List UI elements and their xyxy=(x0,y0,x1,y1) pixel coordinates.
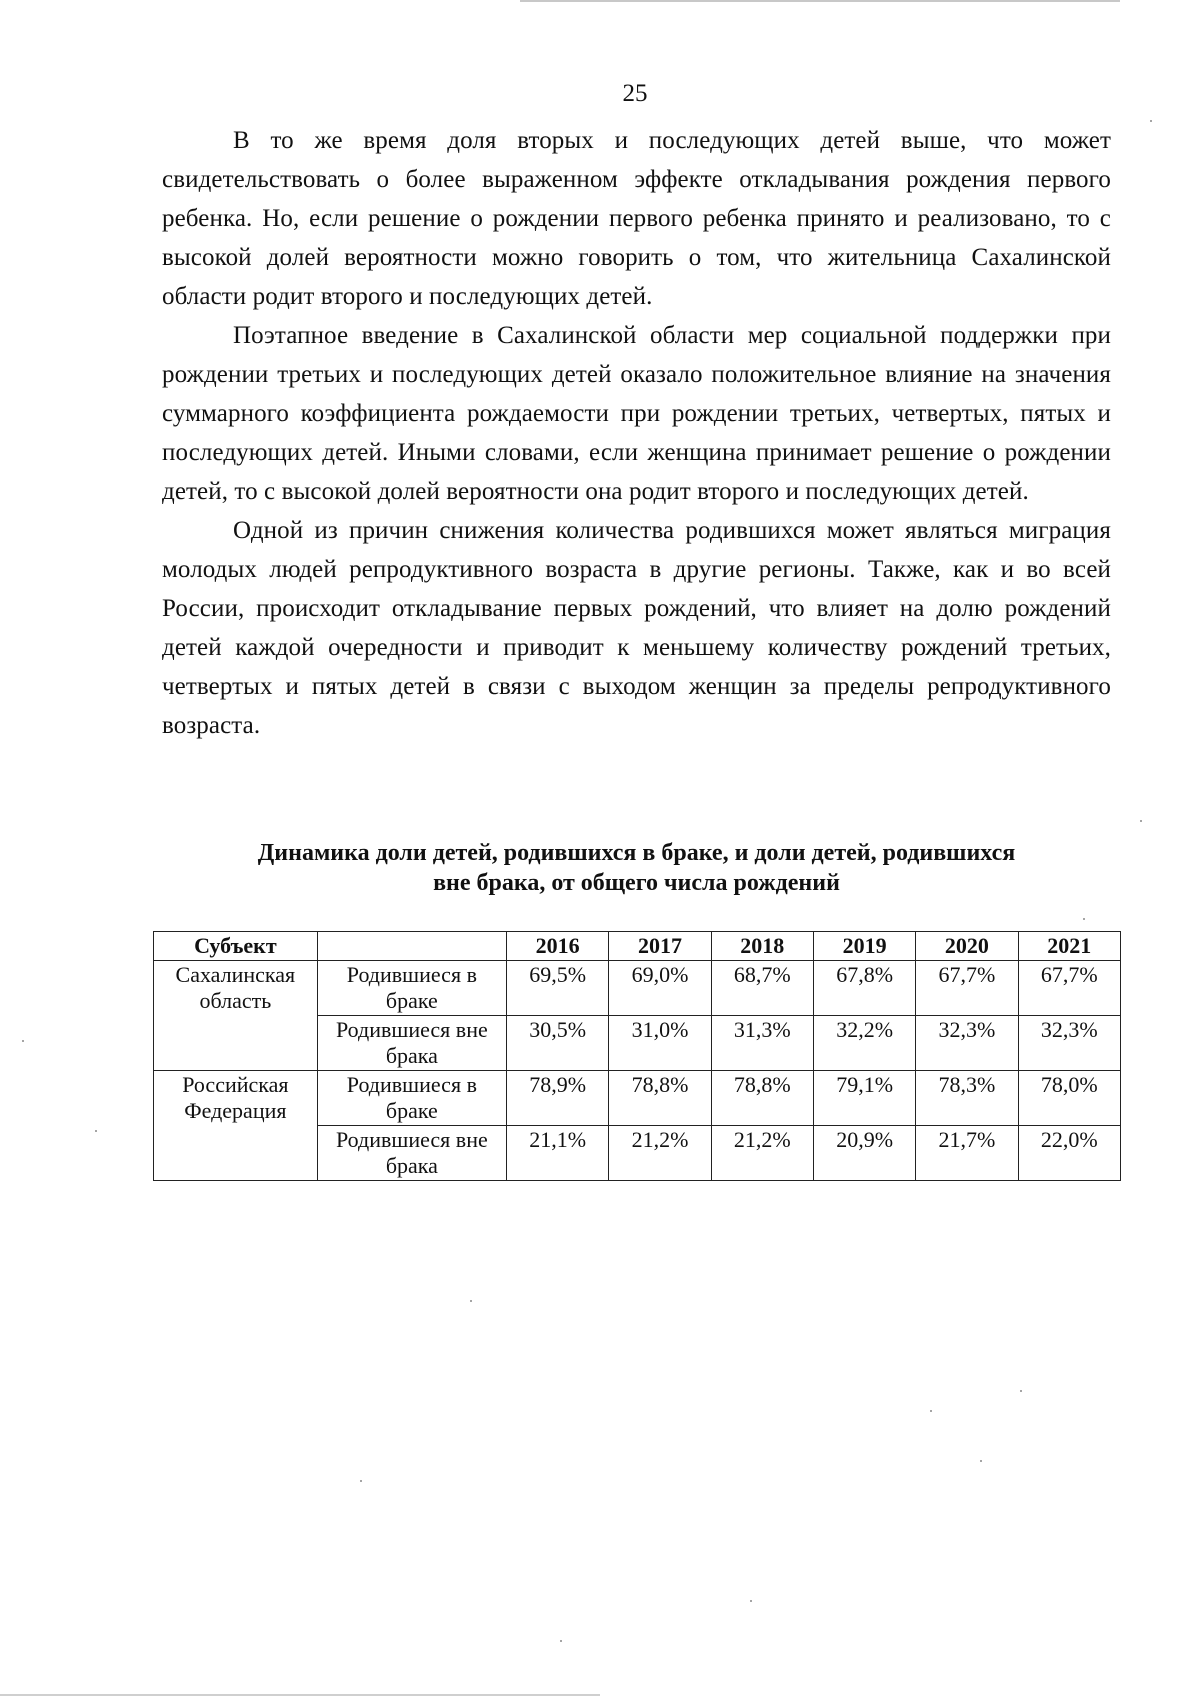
page-number: 25 xyxy=(622,80,648,107)
table-header-row xyxy=(154,932,1121,961)
table-row xyxy=(154,1071,1121,1126)
header-year-2017: 2017 xyxy=(609,932,711,961)
value-cell: 21,2% xyxy=(711,1126,813,1181)
birth-share-table xyxy=(153,931,1121,1181)
value-cell: 78,9% xyxy=(507,1071,609,1126)
scan-speck xyxy=(560,1640,562,1642)
value-cell: 32,2% xyxy=(813,1016,915,1071)
scan-speck xyxy=(22,1040,24,1042)
table-caption xyxy=(150,838,1123,898)
scan-edge-line-top xyxy=(520,0,1120,2)
table-row xyxy=(154,961,1121,1016)
scan-speck xyxy=(1020,1390,1022,1392)
value-cell: 32,3% xyxy=(916,1016,1018,1071)
value-cell: 78,8% xyxy=(711,1071,813,1126)
table-caption-line-1: Динамика доли детей, родившихся в браке, и доли детей, родившихся xyxy=(257,840,1016,866)
header-year-2020: 2020 xyxy=(916,932,1018,961)
scan-speck xyxy=(1140,820,1142,822)
value-cell: 31,3% xyxy=(711,1016,813,1071)
body-text xyxy=(162,121,1111,745)
value-cell: 69,0% xyxy=(609,961,711,1016)
value-cell: 68,7% xyxy=(711,961,813,1016)
header-year-2021: 2021 xyxy=(1018,932,1120,961)
row-label: Родившиеся в браке xyxy=(317,961,506,1016)
scan-speck xyxy=(360,1480,362,1482)
scan-speck xyxy=(750,1600,752,1602)
value-cell: 79,1% xyxy=(813,1071,915,1126)
value-cell: 67,8% xyxy=(813,961,915,1016)
row-label: Родившиеся вне брака xyxy=(317,1016,506,1071)
value-cell: 69,5% xyxy=(507,961,609,1016)
header-subject: Субъект xyxy=(154,932,318,961)
paragraph-1: В то же время доля вторых и последующих детей выше, что может свидетельствовать о более выраженном эффекте откладывания рождения первого ребенка. Но, если решение о рождении первого ребенка принято и реализовано, то с высокой долей вероятности можно говорить о том, что жительница Сахалинской области родит второго и последующих детей. xyxy=(162,127,1111,310)
value-cell: 32,3% xyxy=(1018,1016,1120,1071)
value-cell: 67,7% xyxy=(1018,961,1120,1016)
subject-cell: Сахалинская область xyxy=(154,961,318,1071)
paragraph-3: Одной из причин снижения количества родившихся может являться миграция молодых людей репродуктивного возраста в другие регионы. Также, как и во всей России, происходит откладывание первых рождений, что влияет на долю рождений детей каждой очередности и приводит к меньшему количеству рождений третьих, четвертых и пятых детей в связи с выходом женщин за пределы репродуктивного возраста. xyxy=(162,517,1111,739)
value-cell: 30,5% xyxy=(507,1016,609,1071)
header-year-2018: 2018 xyxy=(711,932,813,961)
row-label: Родившиеся вне брака xyxy=(317,1126,506,1181)
value-cell: 78,8% xyxy=(609,1071,711,1126)
header-year-2016: 2016 xyxy=(507,932,609,961)
table-caption-line-2: вне брака, от общего числа рождений xyxy=(433,870,840,896)
scan-speck xyxy=(1083,918,1085,920)
row-label: Родившиеся в браке xyxy=(317,1071,506,1126)
scan-speck xyxy=(930,1410,932,1412)
scan-speck xyxy=(1150,120,1152,122)
scan-speck xyxy=(95,1130,97,1132)
paragraph-2: Поэтапное введение в Сахалинской области мер социальной поддержки при рождении третьих и последующих детей оказало положительное влияние на значения суммарного коэффициента рождаемости при рождении третьих, четвертых, пятых и последующих детей. Иными словами, если женщина принимает решение о рождении детей, то с высокой долей вероятности она родит второго и последующих детей. xyxy=(162,322,1111,505)
value-cell: 21,1% xyxy=(507,1126,609,1181)
header-year-2019: 2019 xyxy=(813,932,915,961)
scan-speck xyxy=(980,1460,982,1462)
value-cell: 31,0% xyxy=(609,1016,711,1071)
subject-cell: Российская Федерация xyxy=(154,1071,318,1181)
value-cell: 22,0% xyxy=(1018,1126,1120,1181)
header-blank xyxy=(317,932,506,961)
scan-speck xyxy=(470,1300,472,1302)
value-cell: 78,0% xyxy=(1018,1071,1120,1126)
value-cell: 67,7% xyxy=(916,961,1018,1016)
value-cell: 21,2% xyxy=(609,1126,711,1181)
value-cell: 78,3% xyxy=(916,1071,1018,1126)
value-cell: 20,9% xyxy=(813,1126,915,1181)
scan-edge-line-bottom xyxy=(0,1694,600,1696)
value-cell: 21,7% xyxy=(916,1126,1018,1181)
